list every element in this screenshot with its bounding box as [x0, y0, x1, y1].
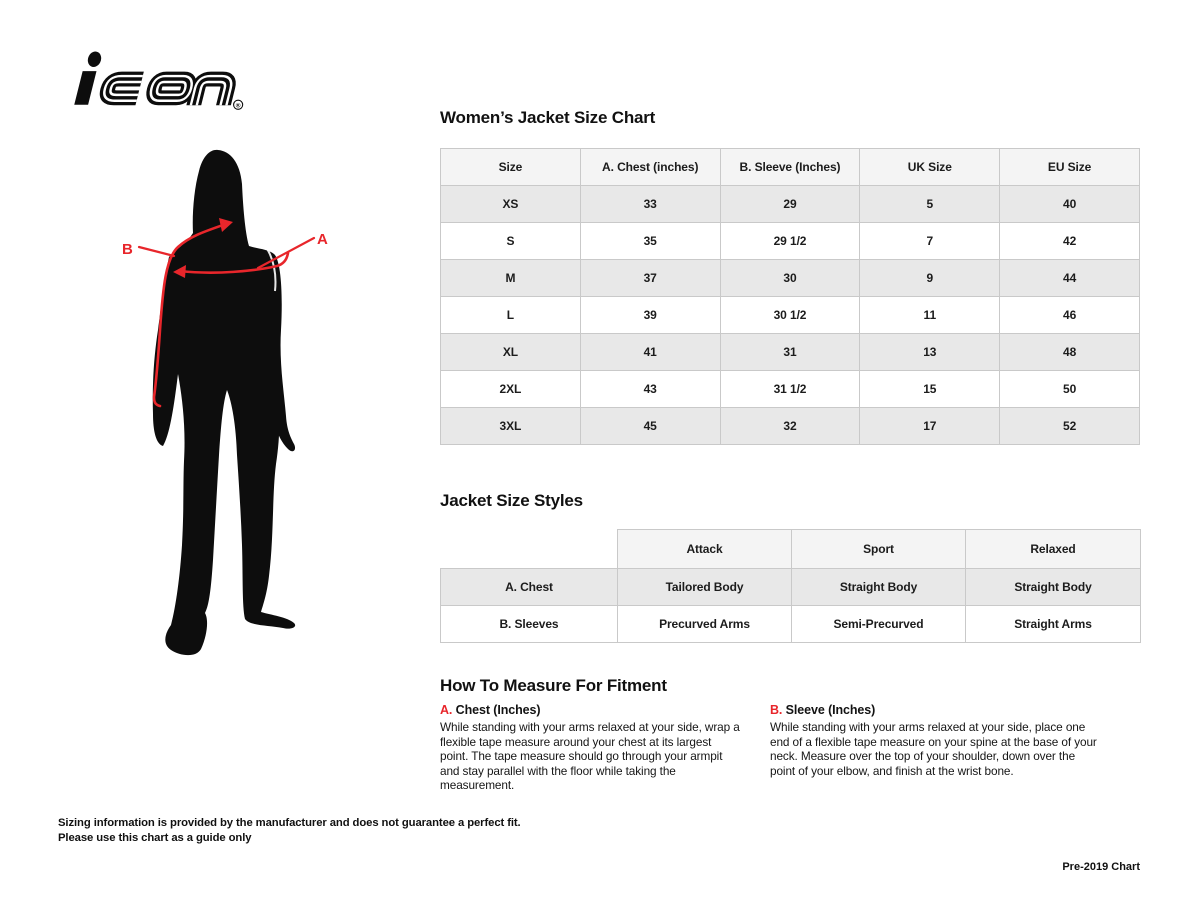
measure-a-label: Chest (Inches) — [452, 703, 541, 717]
column-header-sleeve: B. Sleeve (Inches) — [720, 149, 860, 186]
table-cell: 11 — [860, 297, 1000, 334]
table-cell: 9 — [860, 260, 1000, 297]
row-label: B. Sleeves — [441, 606, 618, 643]
logo-i-dot — [87, 50, 103, 69]
disclaimer-line-2: Please use this chart as a guide only — [58, 832, 252, 844]
table-header-row — [441, 149, 1140, 186]
table-cell: 48 — [1000, 334, 1140, 371]
table-cell: L — [441, 297, 581, 334]
table-cell: 29 1/2 — [720, 223, 860, 260]
table-row — [441, 223, 1140, 260]
table-cell: 35 — [580, 223, 720, 260]
measure-instructions — [440, 703, 1140, 793]
measurement-figure — [110, 143, 340, 665]
table-cell: 50 — [1000, 371, 1140, 408]
measure-b-label: Sleeve (Inches) — [782, 703, 876, 717]
table-cell: 3XL — [441, 408, 581, 445]
column-header-chest: A. Chest (inches) — [580, 149, 720, 186]
measure-chest-text: While standing with your arms relaxed at your side, wrap a flexible tape measure around your chest at its largest point. The tape measure should go through your armpit and stay parallel with the floor while taking the measurement. — [440, 720, 740, 792]
column-header-size: Size — [441, 149, 581, 186]
label-a: A — [317, 231, 328, 248]
table-cell: S — [441, 223, 581, 260]
logo-letter-i — [74, 71, 96, 105]
jacket-styles-table — [440, 529, 1141, 643]
table-cell: 13 — [860, 334, 1000, 371]
table-row — [441, 297, 1140, 334]
table-cell: Semi-Precurved — [792, 606, 966, 643]
styles-column-attack: Attack — [618, 530, 792, 569]
table-row — [441, 260, 1140, 297]
table-cell: XS — [441, 186, 581, 223]
table-cell: 39 — [580, 297, 720, 334]
measure-sleeve-text: While standing with your arms relaxed at your side, place one end of a flexible tape measure on your spine at the base of your neck. Measure over the top of your shoulder, down over the point of your elbow, and finish at the wrist bone. — [770, 720, 1097, 778]
table-cell: 32 — [720, 408, 860, 445]
size-chart-title: Women’s Jacket Size Chart — [440, 108, 656, 127]
table-row — [441, 371, 1140, 408]
label-b: B — [122, 241, 133, 258]
column-header-uk: UK Size — [860, 149, 1000, 186]
styles-title: Jacket Size Styles — [440, 491, 583, 510]
table-cell: 45 — [580, 408, 720, 445]
table-cell: 44 — [1000, 260, 1140, 297]
measure-sleeve-block — [770, 703, 1100, 793]
table-cell: 46 — [1000, 297, 1140, 334]
styles-header-row — [441, 530, 1141, 569]
table-cell: 30 1/2 — [720, 297, 860, 334]
content-column — [440, 100, 1140, 793]
table-cell: 15 — [860, 371, 1000, 408]
chart-version-note: Pre-2019 Chart — [1062, 861, 1140, 873]
table-cell: 29 — [720, 186, 860, 223]
row-label: A. Chest — [441, 569, 618, 606]
table-cell: 52 — [1000, 408, 1140, 445]
icon-brand-logo — [72, 50, 250, 112]
measure-sleeve-heading — [770, 703, 1100, 717]
womens-jacket-size-table — [440, 148, 1140, 445]
table-cell: 17 — [860, 408, 1000, 445]
table-cell: 31 1/2 — [720, 371, 860, 408]
table-cell: 5 — [860, 186, 1000, 223]
table-cell: 33 — [580, 186, 720, 223]
blank-cell — [441, 530, 618, 569]
registered-trademark-icon — [234, 100, 243, 110]
column-header-eu: EU Size — [1000, 149, 1140, 186]
table-row — [441, 186, 1140, 223]
styles-row-chest — [441, 569, 1141, 606]
table-cell: Straight Body — [792, 569, 966, 606]
measure-a-prefix: A. — [440, 703, 453, 717]
measure-chest-heading — [440, 703, 740, 717]
table-row — [441, 334, 1140, 371]
styles-column-relaxed: Relaxed — [966, 530, 1141, 569]
styles-column-sport: Sport — [792, 530, 966, 569]
table-cell: 42 — [1000, 223, 1140, 260]
measure-chest-block — [440, 703, 740, 793]
table-cell: 2XL — [441, 371, 581, 408]
measure-title: How To Measure For Fitment — [440, 676, 667, 695]
sizing-disclaimer — [58, 816, 521, 846]
table-cell: Tailored Body — [618, 569, 792, 606]
table-cell: 30 — [720, 260, 860, 297]
table-cell: XL — [441, 334, 581, 371]
table-cell: 41 — [580, 334, 720, 371]
table-cell: 43 — [580, 371, 720, 408]
table-cell: M — [441, 260, 581, 297]
table-row — [441, 408, 1140, 445]
table-cell: 7 — [860, 223, 1000, 260]
svg-text:®: ® — [235, 102, 241, 110]
table-cell: 37 — [580, 260, 720, 297]
table-cell: Straight Arms — [966, 606, 1141, 643]
label-b-leader-line — [139, 247, 174, 256]
disclaimer-line-1: Sizing information is provided by the manufacturer and does not guarantee a perfect fit. — [58, 817, 521, 829]
table-cell: 40 — [1000, 186, 1140, 223]
measure-b-prefix: B. — [770, 703, 783, 717]
table-cell: Straight Body — [966, 569, 1141, 606]
table-cell: 31 — [720, 334, 860, 371]
table-cell: Precurved Arms — [618, 606, 792, 643]
styles-row-sleeves — [441, 606, 1141, 643]
